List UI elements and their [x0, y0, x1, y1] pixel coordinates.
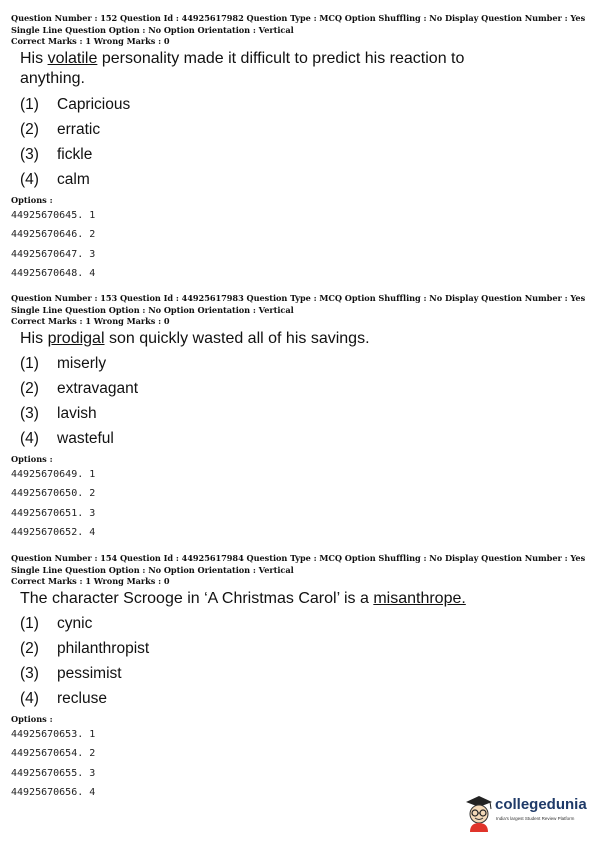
- question-meta-line: Question Number : 154 Question Id : 44925617984 Question Type : MCQ Option Shuffling : No Display Question Number : Yes: [11, 553, 586, 563]
- option-id: 44925670646. 2: [11, 229, 96, 240]
- option-item: (2) erratic: [20, 120, 101, 138]
- underlined-word: prodigal: [47, 329, 105, 347]
- option-item: (1) cynic: [20, 614, 93, 632]
- option-item: (2) philanthropist: [20, 639, 150, 657]
- question-meta-line: Question Number : 152 Question Id : 44925617982 Question Type : MCQ Option Shuffling : No Display Question Number : Yes: [11, 13, 586, 23]
- option-id: 44925670647. 3: [11, 248, 96, 260]
- option-id: 44925670648. 4: [11, 268, 96, 279]
- option-item: (4) recluse: [20, 689, 107, 707]
- option-item: (1) Capricious: [20, 95, 131, 113]
- question-meta-line: Single Line Question Option : No Option Orientation : Vertical: [11, 564, 294, 575]
- question-text: His volatile personality made it difficult to predict his reaction to anything.: [20, 49, 465, 87]
- question-text: The character Scrooge in ‘A Christmas Carol’ is a misanthrope.: [20, 589, 466, 607]
- option-item: (1) miserly: [20, 354, 107, 372]
- question-marks: Correct Marks : 1 Wrong Marks : 0: [11, 576, 170, 586]
- options-label: Options :: [11, 453, 53, 464]
- option-id: 44925670651. 3: [11, 507, 96, 519]
- option-id: 44925670645. 1: [11, 209, 96, 221]
- question-marks: Correct Marks : 1 Wrong Marks : 0: [11, 36, 170, 46]
- question-meta-line: Single Line Question Option : No Option Orientation : Vertical: [11, 304, 294, 315]
- collegedunia-logo: [462, 790, 587, 834]
- question-block-152: [11, 13, 589, 284]
- option-id: 44925670656. 4: [11, 787, 96, 798]
- option-id: 44925670654. 2: [11, 748, 96, 759]
- options-label: Options :: [11, 713, 53, 724]
- option-item: (3) lavish: [20, 404, 97, 422]
- option-item: (3) fickle: [20, 145, 93, 163]
- question-marks: Correct Marks : 1 Wrong Marks : 0: [11, 316, 170, 326]
- question-block-154: [11, 553, 589, 803]
- underlined-word: misanthrope.: [373, 589, 466, 607]
- question-meta-line: Single Line Question Option : No Option Orientation : Vertical: [11, 24, 294, 35]
- options-label: Options :: [11, 194, 53, 205]
- option-item: (2) extravagant: [20, 379, 138, 397]
- mascot-icon: [462, 792, 496, 832]
- option-item: (3) pessimist: [20, 664, 122, 682]
- logo-tagline: India's largest Student Review Platform: [496, 816, 575, 821]
- option-item: (4) calm: [20, 170, 90, 188]
- option-id: 44925670652. 4: [11, 527, 96, 538]
- option-id: 44925670649. 1: [11, 468, 96, 480]
- underlined-word: volatile: [47, 49, 98, 67]
- question-meta-line: Question Number : 153 Question Id : 44925617983 Question Type : MCQ Option Shuffling : No Display Question Number : Yes: [11, 293, 586, 303]
- question-block-153: [11, 293, 589, 543]
- option-item: (4) wasteful: [20, 429, 114, 447]
- logo-wordmark: collegedunia: [495, 796, 587, 813]
- question-text: His prodigal son quickly wasted all of his savings.: [20, 329, 370, 347]
- option-id: 44925670653. 1: [11, 728, 96, 740]
- option-id: 44925670655. 3: [11, 767, 96, 779]
- option-id: 44925670650. 2: [11, 488, 96, 499]
